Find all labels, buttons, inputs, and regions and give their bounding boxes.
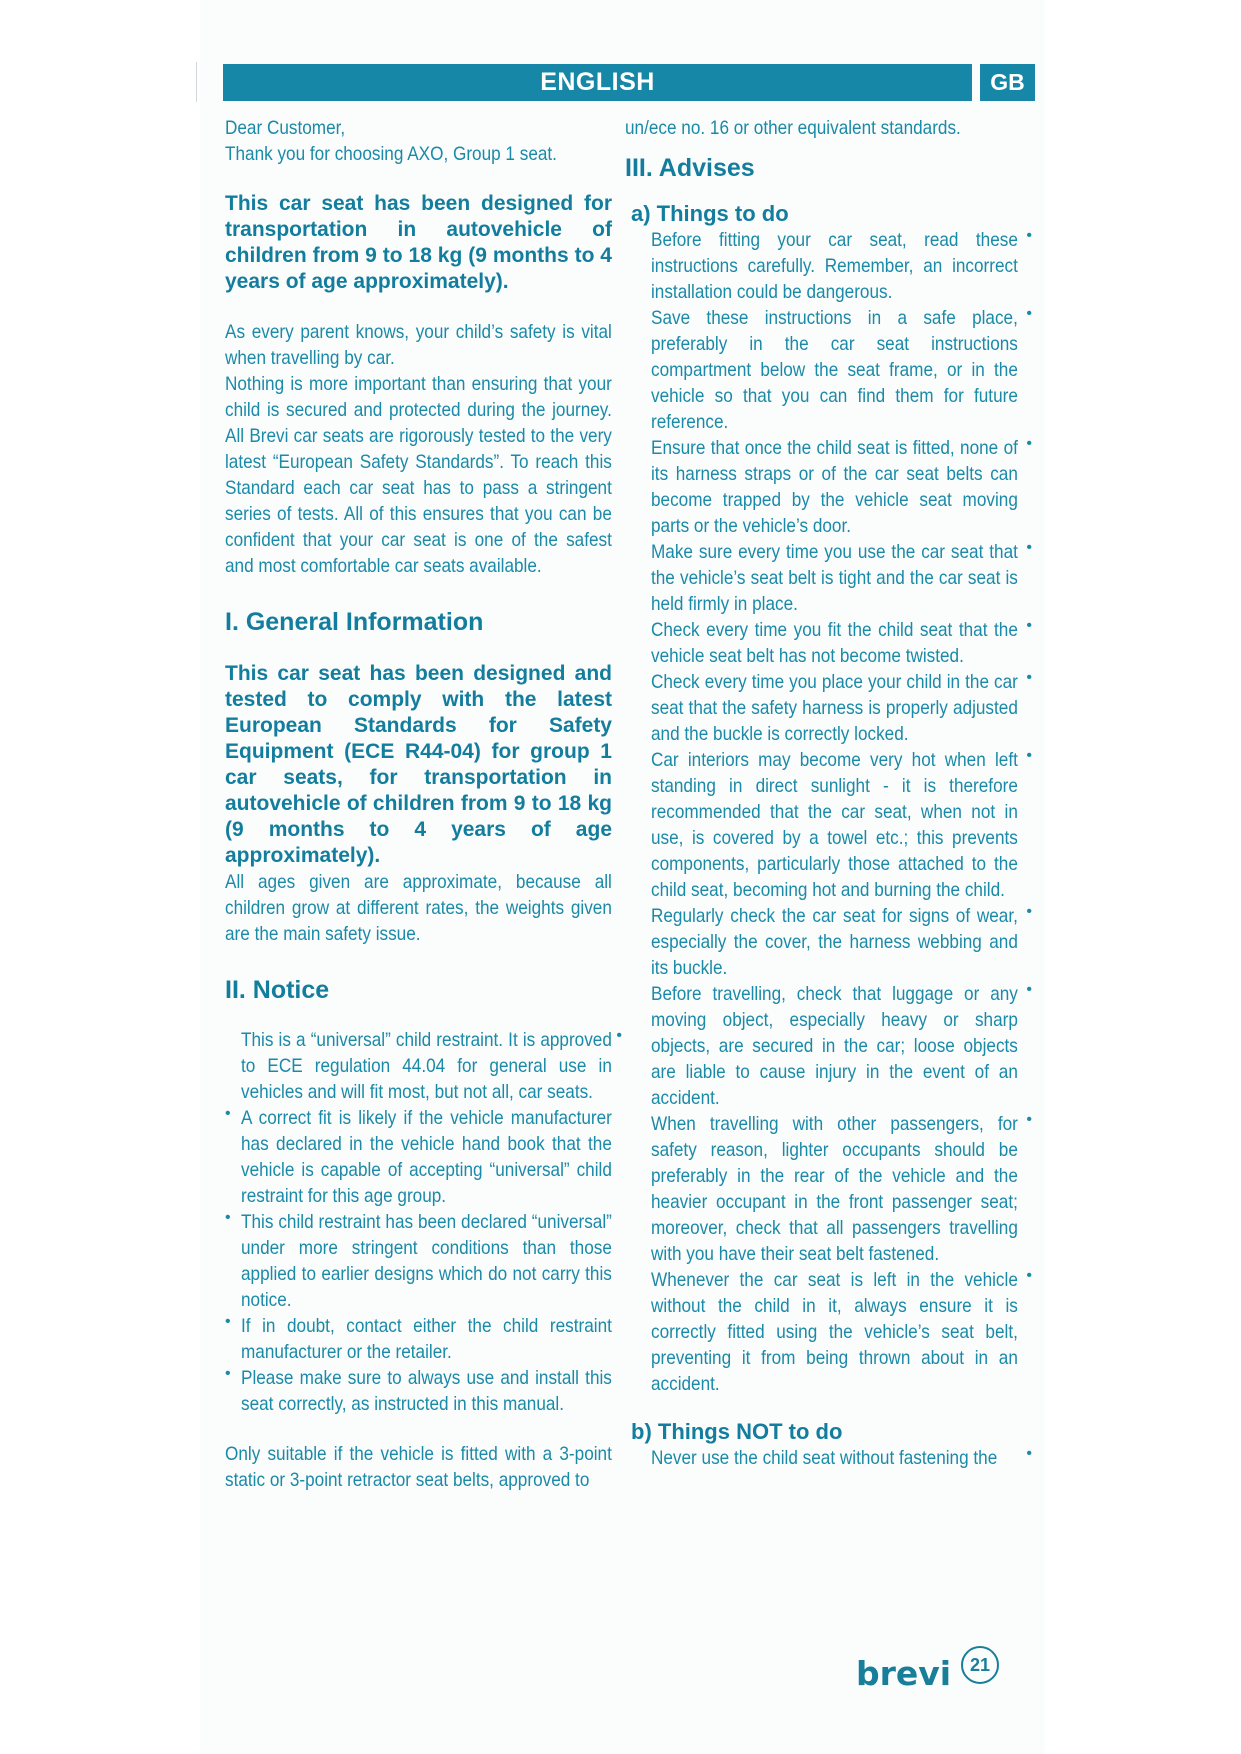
general-information-para: All ages given are approximate, because all children grow at different rates, the weights given are the main safety issue. <box>225 871 612 945</box>
list-item: • Before travelling, check that luggage or any moving object, especially heavy or sharp objects, are secured in the car; loose objects are liable to cause injury in the event of an accident. <box>651 981 1032 1109</box>
bullet-icon: • <box>1026 903 1032 920</box>
right-column <box>625 115 1032 1471</box>
bullet-icon: • <box>1026 1267 1032 1284</box>
page-number: 21 <box>961 1646 999 1684</box>
bullet-icon: • <box>1026 1445 1032 1462</box>
country-code-badge: GB <box>980 64 1035 101</box>
things-to-do-list <box>625 227 1032 1397</box>
list-item: • Car interiors may become very hot when left standing in direct sunlight - it is therefore recommended that the car seat, when not in use, is covered by a towel etc.; this prevents components, particularly those attached to the child seat, becoming hot and burning the child. <box>651 747 1032 901</box>
greeting: Dear Customer, <box>225 117 346 139</box>
bullet-icon: • <box>225 1313 231 1330</box>
things-to-do-heading: a) Things to do <box>631 201 789 226</box>
language-header: ENGLISH <box>223 64 972 101</box>
bullet-icon: • <box>1026 981 1032 998</box>
notice-closing: Only suitable if the vehicle is fitted with a 3-point static or 3-point retractor seat belts, approved to <box>225 1443 612 1491</box>
list-item: • When travelling with other passengers, for safety reason, lighter occupants should be preferably in the rear of the vehicle and the heavier occupant in the front passenger seat; moreover, check that all passengers travelling with you have their seat belt fastened. <box>651 1111 1032 1265</box>
list-item: • This is a “universal” child restraint. It is approved to ECE regulation 44.04 for general use in vehicles and will fit most, but not all, car seats. <box>241 1027 622 1103</box>
bullet-icon: • <box>1026 435 1032 452</box>
intro-para-1: As every parent knows, your child’s safety is vital when travelling by car. <box>225 321 612 369</box>
notice-closing-continued: un/ece no. 16 or other equivalent standards. <box>625 117 961 139</box>
things-not-to-do-list <box>625 1445 1032 1471</box>
intro-para-2: Nothing is more important than ensuring that your child is secured and protected during the journey. All Brevi car seats are rigorously tested to the very latest “European Safety Standards”. To reach this Standard each car seat has to pass a stringent series of tests. All of this ensures that you can be confident that your car seat is one of the safest and most comfortable car seats available. <box>225 373 612 577</box>
bullet-icon: • <box>1026 305 1032 322</box>
advises-heading: III. Advises <box>625 154 755 182</box>
things-not-to-do-heading: b) Things NOT to do <box>631 1419 843 1444</box>
bullet-icon: • <box>1026 747 1032 764</box>
thanks-line: Thank you for choosing AXO, Group 1 seat. <box>225 143 557 165</box>
list-item: • A correct fit is likely if the vehicle manufacturer has declared in the vehicle hand book that the vehicle is capable of accepting “universal” child restraint for this age group. <box>225 1105 612 1207</box>
bullet-icon: • <box>1026 617 1032 634</box>
general-information-bold: This car seat has been designed and tested to comply with the latest European Standards for Safety Equipment (ECE R44-04) for group 1 car seats, for transportation in autovehicle of children from 9 to 18 kg (9 months to 4 years of age approximately). <box>225 662 612 867</box>
notice-list <box>225 1027 622 1417</box>
list-item: • Make sure every time you use the car seat that the vehicle’s seat belt is tight and the car seat is held firmly in place. <box>651 539 1032 615</box>
bullet-icon: • <box>225 1105 231 1122</box>
list-item: • Ensure that once the child seat is fitted, none of its harness straps or of the car seat belts can become trapped by the vehicle seat moving parts or the vehicle’s door. <box>651 435 1032 537</box>
list-item: • If in doubt, contact either the child restraint manufacturer or the retailer. <box>225 1313 612 1363</box>
bullet-icon: • <box>1026 669 1032 686</box>
list-item: • Check every time you place your child in the car seat that the safety harness is properly adjusted and the buckle is correctly locked. <box>651 669 1032 745</box>
bullet-icon: • <box>616 1027 622 1044</box>
notice-heading: II. Notice <box>225 976 330 1004</box>
bullet-icon: • <box>225 1209 231 1226</box>
list-item: • Check every time you fit the child seat that the vehicle seat belt has not become twisted. <box>651 617 1032 667</box>
list-item: • Before fitting your car seat, read these instructions carefully. Remember, an incorrect installation could be dangerous. <box>651 227 1032 303</box>
list-item: • Please make sure to always use and install this seat correctly, as instructed in this manual. <box>225 1365 612 1415</box>
bullet-icon: • <box>1026 1111 1032 1128</box>
left-column <box>225 115 622 1493</box>
list-item: • Regularly check the car seat for signs of wear, especially the cover, the harness webbing and its buckle. <box>651 903 1032 979</box>
list-item: • Never use the child seat without fastening the <box>651 1445 1032 1469</box>
list-item: • Save these instructions in a safe place, preferably in the car seat instructions compartment below the seat frame, or in the vehicle so that you can find them for future reference. <box>651 305 1032 433</box>
bullet-icon: • <box>1026 539 1032 556</box>
intro-bold-statement: This car seat has been designed for transportation in autovehicle of children from 9 to 18 kg (9 months to 4 years of age approximately). <box>225 192 612 293</box>
bullet-icon: • <box>1026 227 1032 244</box>
general-information-heading: I. General Information <box>225 608 484 636</box>
list-item: • Whenever the car seat is left in the vehicle without the child in it, always ensure it is correctly fitted using the vehicle’s seat belt, preventing it from being thrown about in an accident. <box>651 1267 1032 1395</box>
list-item: • This child restraint has been declared “universal” under more stringent conditions than those applied to earlier designs which do not carry this notice. <box>225 1209 612 1311</box>
margin-rule <box>196 62 197 102</box>
brevi-logo: brevi <box>856 1654 952 1693</box>
bullet-icon: • <box>225 1365 231 1382</box>
